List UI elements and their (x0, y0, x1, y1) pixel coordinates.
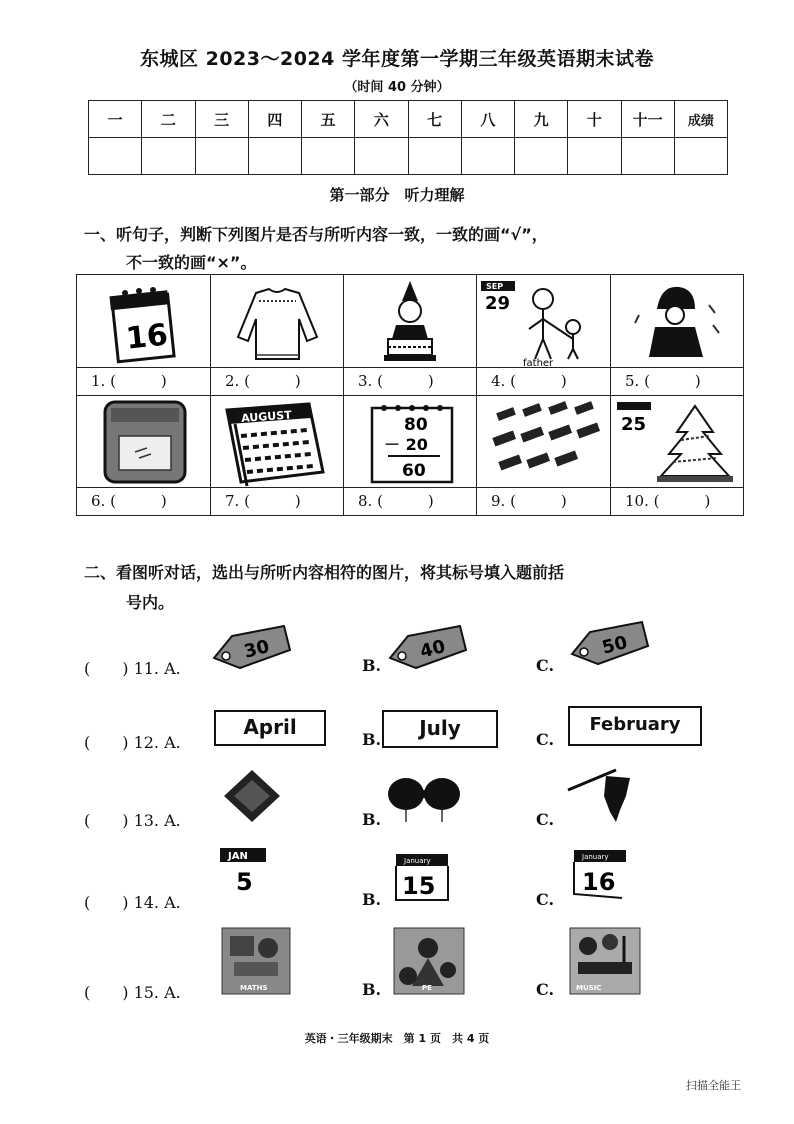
lanterns-icon[interactable] (386, 770, 462, 830)
score-cell[interactable] (568, 138, 621, 175)
section1-instruction: 一、听句子，判断下列图片是否与所听内容一致，一致的画“√”， (84, 225, 548, 244)
answer-blank[interactable]: 5. ( ) (611, 367, 743, 395)
option-c-label: C. (536, 890, 555, 909)
grid-cell (611, 396, 743, 515)
option-b-label: B. (362, 730, 382, 749)
score-header: 四 (248, 101, 301, 138)
math-result: 60 (402, 461, 426, 481)
score-cell[interactable] (674, 138, 727, 175)
answer-blank[interactable]: 8. ( ) (344, 487, 476, 515)
question-13[interactable]: ( ) 13. A. (84, 811, 181, 830)
calendar-day-text: 29 (485, 293, 511, 314)
option-c-label: C. (536, 810, 555, 829)
score-table-header-row (89, 101, 728, 138)
father-child-sep29-icon (477, 275, 611, 368)
section2-instruction-cont: 号内。 (126, 593, 175, 612)
price-tag-icon[interactable] (568, 618, 652, 668)
calendar-month-text: January (404, 857, 431, 865)
score-header: 七 (408, 101, 461, 138)
option-b-label: B. (362, 980, 382, 999)
option-c-label: C. (536, 980, 555, 999)
answer-blank[interactable]: 2. ( ) (211, 367, 343, 395)
score-table-blank-row (89, 138, 728, 175)
score-cell[interactable] (302, 138, 355, 175)
option-b-label: B. (362, 656, 382, 675)
grid-cell (211, 396, 344, 515)
subject-label: MUSIC (576, 984, 602, 992)
section2-instruction: 二、看图听对话，选出与所听内容相符的图片，将其标号填入题前括 (84, 563, 565, 582)
score-header: 十一 (621, 101, 674, 138)
score-header: 一 (89, 101, 142, 138)
grid-row (77, 275, 743, 395)
score-header: 成绩 (674, 101, 727, 138)
grid-cell (477, 275, 611, 395)
price-text: 40 (418, 636, 448, 663)
section1-instruction-cont: 不一致的画“×”。 (126, 253, 257, 272)
page-footer: 英语・三年级期末 第 1 页 共 4 页 (304, 1032, 490, 1045)
calendar-jan-5-icon[interactable] (218, 846, 280, 900)
christmas-tree-25-icon (611, 396, 743, 488)
score-cell[interactable] (408, 138, 461, 175)
subject-label: MATHS (240, 984, 268, 992)
pencils-group-icon (477, 396, 611, 488)
answer-blank[interactable]: 4. ( ) (477, 367, 610, 395)
calendar-day-text: 15 (402, 872, 436, 900)
price-text: 30 (242, 636, 272, 663)
price-text: 50 (600, 632, 630, 659)
calendar-month-text: AUGUST (240, 408, 293, 425)
calendar-day-text: 25 (621, 414, 647, 435)
answer-blank[interactable]: 6. ( ) (77, 487, 210, 515)
grid-cell (477, 396, 611, 515)
picture-caption: father (523, 358, 554, 368)
answer-blank[interactable]: 3. ( ) (344, 367, 476, 395)
question-11[interactable]: ( ) 11. A. (84, 659, 181, 678)
maths-subject-icon[interactable] (220, 926, 292, 996)
score-cell[interactable] (621, 138, 674, 175)
calendar-16-icon (77, 275, 211, 368)
part-title: 第一部分 听力理解 (329, 186, 465, 204)
birthday-child-cake-icon (344, 275, 477, 368)
music-subject-icon[interactable] (568, 926, 642, 996)
score-header: 八 (461, 101, 514, 138)
calendar-month-text: SEP (486, 282, 504, 291)
paper-cutting-icon[interactable] (222, 768, 282, 824)
august-calendar-icon (211, 396, 344, 488)
gift-card-icon (77, 396, 211, 488)
scanner-watermark: 扫描全能王 (686, 1079, 741, 1092)
grid-cell (77, 275, 211, 395)
score-cell[interactable] (89, 138, 142, 175)
grid-cell (611, 275, 743, 395)
score-header: 三 (195, 101, 248, 138)
calendar-month-text: January (582, 853, 609, 861)
answer-blank[interactable]: 9. ( ) (477, 487, 610, 515)
answer-blank[interactable]: 1. ( ) (77, 367, 210, 395)
score-cell[interactable] (142, 138, 195, 175)
question-15[interactable]: ( ) 15. A. (84, 983, 181, 1002)
question-12[interactable]: ( ) 12. A. (84, 733, 181, 752)
subject-label: PE (422, 984, 432, 992)
score-cell[interactable] (195, 138, 248, 175)
math-operator-line: － 20 (384, 435, 428, 454)
subtraction-board-icon (344, 396, 477, 488)
calendar-15-icon[interactable] (392, 852, 454, 904)
score-header: 二 (142, 101, 195, 138)
score-cell[interactable] (515, 138, 568, 175)
picture-grid (76, 274, 744, 516)
month-card-july[interactable]: July (382, 710, 498, 748)
month-card-february[interactable]: February (568, 706, 702, 746)
score-header: 十 (568, 101, 621, 138)
price-tag-icon[interactable] (386, 622, 470, 672)
score-header: 五 (302, 101, 355, 138)
score-cell[interactable] (355, 138, 408, 175)
calendar-day-text: 16 (582, 868, 616, 896)
option-c-label: C. (536, 730, 555, 749)
grid-cell (77, 396, 211, 515)
sweater-icon (211, 275, 344, 368)
grid-cell (211, 275, 344, 395)
score-cell[interactable] (461, 138, 514, 175)
month-card-april[interactable]: April (214, 710, 326, 746)
grid-cell (344, 275, 477, 395)
exam-duration: （时间 40 分钟） (344, 80, 450, 95)
score-cell[interactable] (248, 138, 301, 175)
grid-cell (344, 396, 477, 515)
winter-child-icon (611, 275, 743, 368)
pe-subject-icon[interactable] (392, 926, 466, 996)
score-header: 九 (515, 101, 568, 138)
firecrackers-icon[interactable] (566, 766, 646, 828)
calendar-16-icon[interactable] (570, 848, 632, 902)
answer-blank[interactable]: 10. ( ) (611, 487, 743, 515)
grid-row (77, 395, 743, 515)
calendar-day-text: 16 (124, 317, 170, 357)
exam-title: 东城区 2023～2024 学年度第一学期三年级英语期末试卷 (140, 48, 654, 70)
calendar-month-text: JAN (228, 851, 248, 862)
option-b-label: B. (362, 810, 382, 829)
math-top-number: 80 (404, 415, 428, 435)
option-b-label: B. (362, 890, 382, 909)
question-14[interactable]: ( ) 14. A. (84, 893, 181, 912)
answer-blank[interactable]: 7. ( ) (211, 487, 343, 515)
score-table (88, 100, 728, 175)
price-tag-icon[interactable] (210, 622, 294, 672)
score-header: 六 (355, 101, 408, 138)
option-c-label: C. (536, 656, 555, 675)
calendar-day-text: 5 (236, 868, 253, 896)
